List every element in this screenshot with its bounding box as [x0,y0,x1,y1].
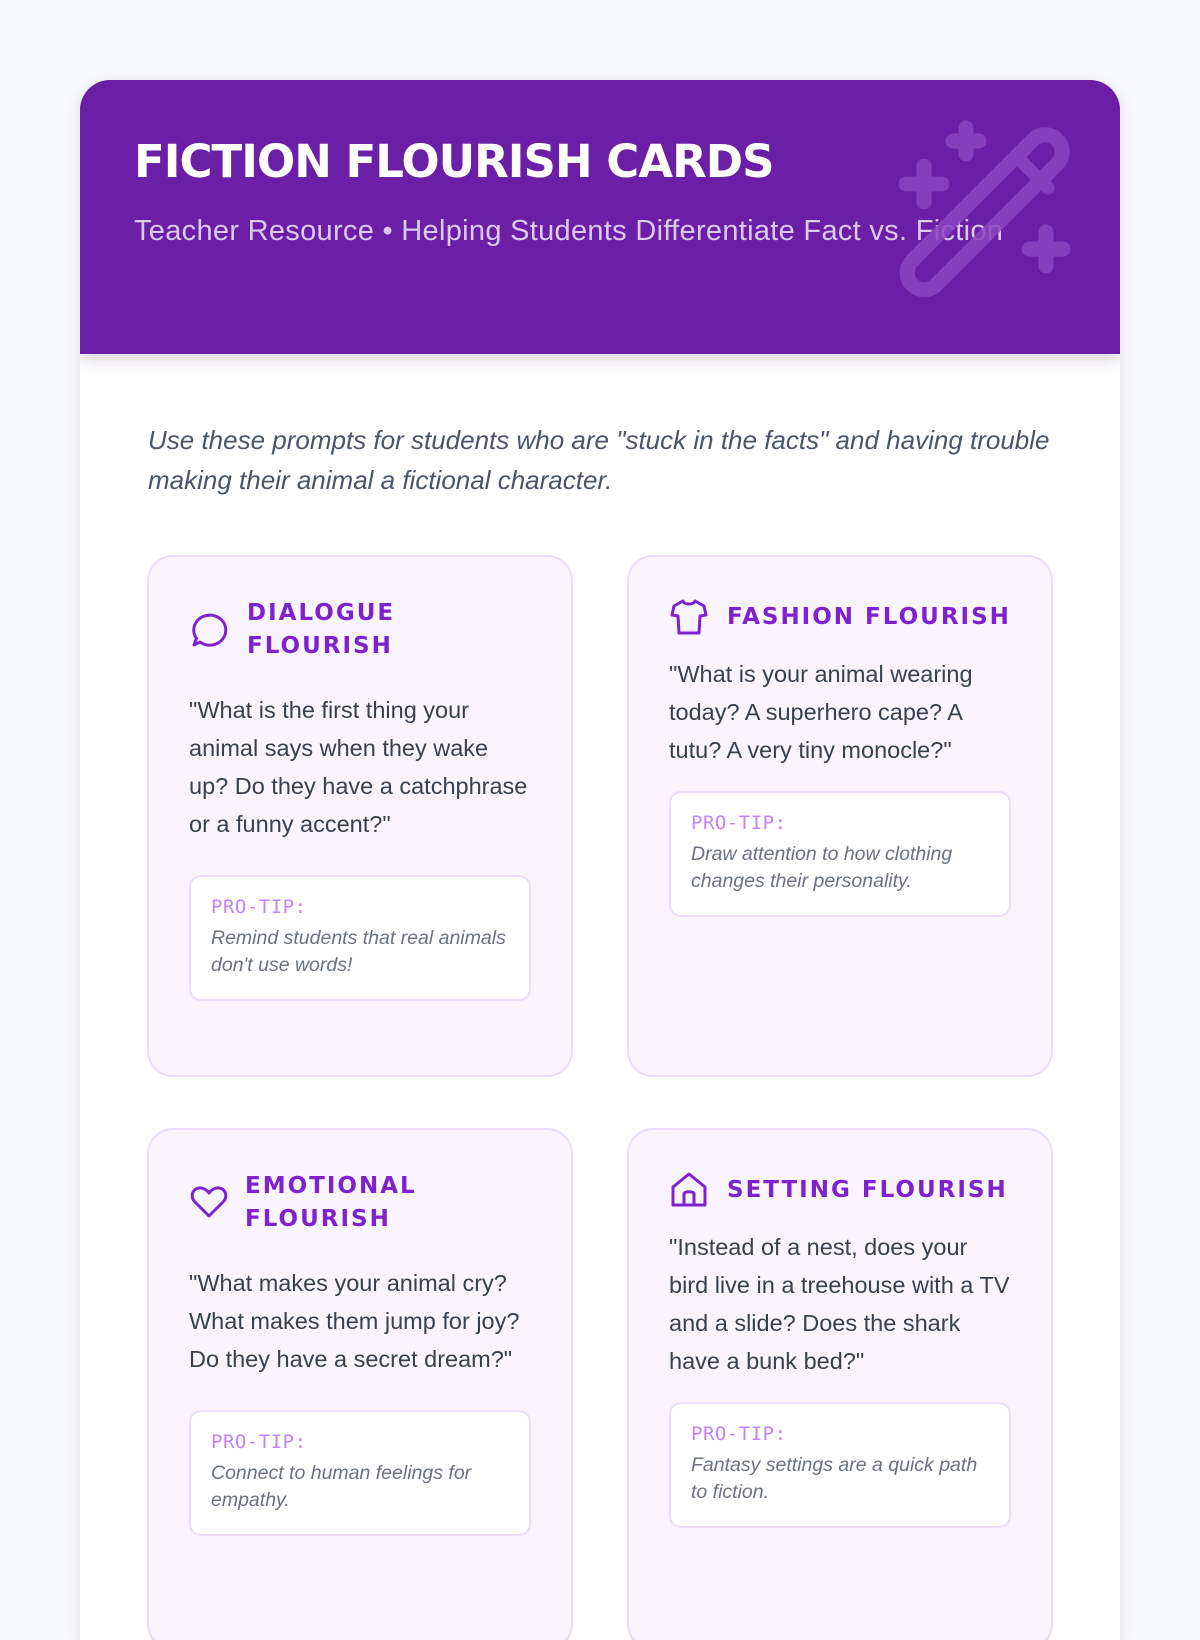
card-emotional [147,1128,573,1640]
pro-tip-text: Connect to human feelings for empathy. [211,1462,472,1511]
card-prompt: "Instead of a nest, does your bird live in a treehouse with a TV and a slide? Does the shark have a bunk bed?" [669,1234,1010,1374]
card-dialogue [147,555,573,1077]
page-subtitle: Teacher Resource • Helping Students Differentiate Fact vs. Fiction [134,215,1004,247]
heart-icon [189,1182,229,1222]
card-setting [627,1128,1053,1640]
pro-tip-box [669,1402,1011,1528]
pro-tip-label: PRO-TIP: [211,1431,307,1453]
speech-bubble-icon [189,609,229,649]
resource-sheet [80,80,1120,1640]
pro-tip-box [669,791,1011,917]
pro-tip-label: PRO-TIP: [691,1423,787,1445]
pro-tip-text: Fantasy settings are a quick path to fiction. [691,1454,978,1503]
pro-tip-text: Draw attention to how clothing changes their personality. [691,843,953,892]
header-banner [80,80,1120,354]
card-prompt: "What is your animal wearing today? A superhero cape? A tutu? A very tiny monocle?" [669,661,973,763]
card-title: EMOTIONAL FLOURISH [245,1173,417,1232]
pro-tip-label: PRO-TIP: [211,896,307,918]
card-title: FASHION FLOURISH [727,604,1011,630]
pro-tip-box [189,875,531,1001]
card-title: DIALOGUE FLOURISH [247,600,396,659]
card-prompt: "What is the first thing your animal says when they wake up? Do they have a catchphrase or a funny accent?" [189,697,528,837]
intro-text: Use these prompts for students who are "stuck in the facts" and having trouble making their animal a fictional character. [148,425,1050,495]
pro-tip-label: PRO-TIP: [691,812,787,834]
card-fashion [627,555,1053,1077]
pro-tip-box [189,1410,531,1536]
page-title: FICTION FLOURISH CARDS [134,135,774,188]
house-icon [669,1170,709,1210]
pro-tip-text: Remind students that real animals don't use words! [211,927,506,976]
magic-wand-icon [890,114,1090,314]
shirt-icon [669,597,709,637]
card-prompt: "What makes your animal cry? What makes them jump for joy? Do they have a secret dream?" [189,1270,520,1372]
card-title: SETTING FLOURISH [727,1177,1008,1203]
